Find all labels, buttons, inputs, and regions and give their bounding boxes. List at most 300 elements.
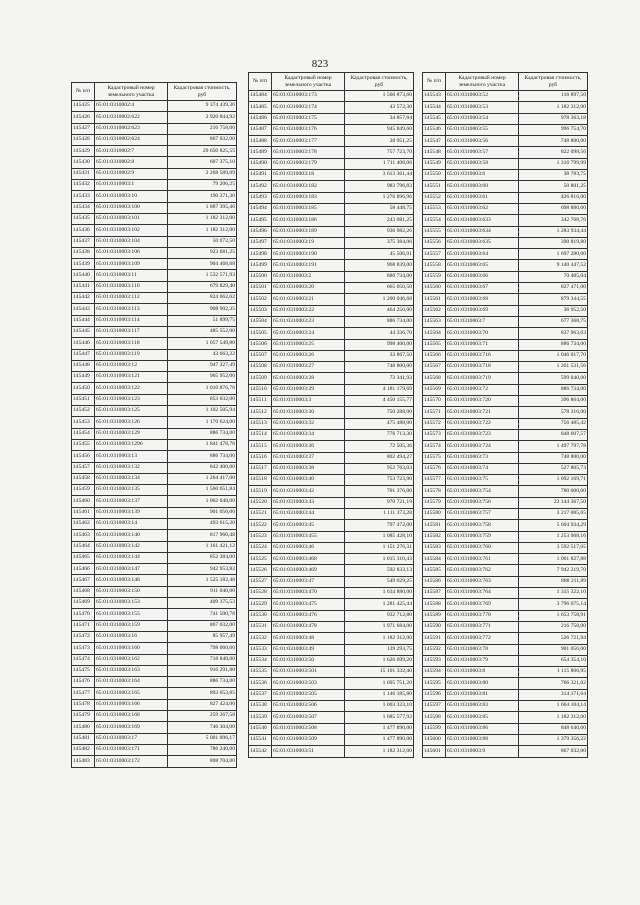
cadastral-value: 901 056,00 — [168, 507, 237, 518]
cadastral-number: 65:01:0310003:160 — [95, 643, 168, 654]
cadastral-value: 1 261 531,56 — [519, 362, 588, 373]
table-row — [423, 226, 588, 237]
cadastral-value: 886 734,00 — [345, 271, 414, 282]
cadastral-value: 766 321,02 — [519, 678, 588, 689]
cadastral-value: 718 848,00 — [168, 654, 237, 665]
row-number: 145502 — [249, 294, 272, 305]
row-number: 145460 — [72, 496, 95, 507]
cadastral-value: 998 400,00 — [345, 339, 414, 350]
row-number: 145566 — [423, 350, 446, 361]
row-number: 145573 — [423, 429, 446, 440]
cadastral-number: 65:01:0310003:164 — [95, 677, 168, 688]
cadastral-number: 65:01:0310003:757 — [446, 508, 519, 519]
cadastral-value: 73 341,93 — [345, 373, 414, 384]
row-number: 145484 — [249, 91, 272, 102]
row-number: 145557 — [423, 249, 446, 260]
cadastral-value: 908 902,35 — [168, 304, 237, 315]
cadastral-value: 776 713,30 — [345, 429, 414, 440]
table-row — [423, 249, 588, 260]
cadastral-number: 65:01:0310003:1 — [95, 180, 168, 191]
cadastral-number: 65:01:0310003:189 — [272, 226, 345, 237]
cadastral-number: 65:01:0310003:165 — [95, 688, 168, 699]
cadastral-number: 65:01:0310003:191 — [272, 260, 345, 271]
row-number: 145598 — [423, 712, 446, 723]
cadastral-number: 65:01:0310003:142 — [95, 541, 168, 552]
row-number: 145597 — [423, 701, 446, 712]
row-number: 145428 — [72, 134, 95, 145]
table-row — [423, 215, 588, 226]
table-row — [249, 113, 414, 124]
table-row — [249, 441, 414, 452]
cadastral-number: 65:01:0310003:43 — [272, 497, 345, 508]
row-number: 145439 — [72, 259, 95, 270]
cadastral-number: 65:01:0310003:505 — [272, 689, 345, 700]
row-number: 145516 — [249, 452, 272, 463]
cadastral-value: 1 146 185,80 — [345, 689, 414, 700]
table-row — [249, 486, 414, 497]
cadastral-number: 65:01:0310003:723 — [446, 429, 519, 440]
table-row — [423, 91, 588, 102]
row-number: 145435 — [72, 213, 95, 224]
row-number: 145582 — [423, 531, 446, 542]
table-row — [72, 462, 237, 473]
header-cadastral-number: Кадастровый номер земельного участка — [446, 73, 519, 91]
cadastral-value: 85 957,49 — [168, 631, 237, 642]
table-row — [423, 362, 588, 373]
cadastral-number: 65:01:0310003:150 — [95, 586, 168, 597]
table-row — [72, 473, 237, 484]
row-number: 145549 — [423, 158, 446, 169]
cadastral-value: 748 800,00 — [519, 452, 588, 463]
table-row — [423, 203, 588, 214]
cadastral-number: 65:01:0310003:19 — [272, 237, 345, 248]
row-number: 145514 — [249, 429, 272, 440]
cadastral-value: 3 592 517,65 — [519, 542, 588, 553]
cadastral-number: 65:01:0310003:48 — [272, 633, 345, 644]
cadastral-value: 970 721,19 — [345, 497, 414, 508]
table-row — [72, 304, 237, 315]
table-row — [423, 305, 588, 316]
row-number: 145523 — [249, 531, 272, 542]
row-number: 145437 — [72, 236, 95, 247]
cadastral-value: 1 477 890,00 — [345, 734, 414, 745]
cadastral-number: 65:01:0310003:506 — [272, 701, 345, 712]
row-number: 145426 — [72, 112, 95, 123]
cadastral-value: 1 010 876,76 — [168, 383, 237, 394]
table-row — [423, 429, 588, 440]
row-number: 145480 — [72, 722, 95, 733]
row-number: 145466 — [72, 564, 95, 575]
cadastral-value: 893 053,85 — [168, 688, 237, 699]
row-number: 145495 — [249, 215, 272, 226]
cadastral-value: 38 783,75 — [519, 170, 588, 181]
cadastral-value: 116 897,50 — [519, 91, 588, 102]
table-row — [72, 530, 237, 541]
table-row — [423, 339, 588, 350]
row-number: 145465 — [72, 552, 95, 563]
row-number: 145556 — [423, 237, 446, 248]
cadastral-value: 45 506,91 — [345, 249, 414, 260]
cadastral-value: 2 920 844,92 — [168, 112, 237, 123]
cadastral-number: 65:01:0310003:16 — [95, 631, 168, 642]
row-number: 145436 — [72, 225, 95, 236]
cadastral-number: 65:01:0310003:53 — [446, 102, 519, 113]
cadastral-value: 396 864,00 — [519, 396, 588, 407]
row-number: 145528 — [249, 588, 272, 599]
table-row — [72, 631, 237, 642]
cadastral-value: 1 634 880,00 — [345, 588, 414, 599]
table-row — [72, 665, 237, 676]
row-number: 145599 — [423, 723, 446, 734]
table-row — [423, 475, 588, 486]
table-row — [423, 102, 588, 113]
cadastral-number: 65:01:0310003:186 — [272, 215, 345, 226]
cadastral-number: 65:01:0310003:153 — [95, 598, 168, 609]
cadastral-number: 65:01:0310003:760 — [446, 542, 519, 553]
cadastral-value: 493 615,20 — [168, 518, 237, 529]
cadastral-value: 485 552,00 — [168, 326, 237, 337]
row-number: 145534 — [249, 655, 272, 666]
table-row — [249, 102, 414, 113]
cadastral-value: 1 283 934,44 — [519, 226, 588, 237]
cadastral-value: 923 681,25 — [168, 247, 237, 258]
cadastral-number: 65:01:0310003:166 — [95, 699, 168, 710]
table-row — [249, 452, 414, 463]
cadastral-number: 65:01:0310003:47 — [272, 576, 345, 587]
row-number: 145512 — [249, 407, 272, 418]
cadastral-value: 1 264 417,00 — [168, 473, 237, 484]
row-number: 145453 — [72, 417, 95, 428]
cadastral-value: 1 253 968,16 — [519, 531, 588, 542]
cadastral-number: 65:01:0310003:635 — [446, 237, 519, 248]
table-row — [249, 508, 414, 519]
cadastral-number: 65:01:0310003:633 — [446, 215, 519, 226]
cadastral-number: 65:01:0310003:52 — [446, 91, 519, 102]
table-row — [72, 552, 237, 563]
cadastral-value: 654 354,10 — [519, 655, 588, 666]
row-number: 145525 — [249, 554, 272, 565]
table-row — [423, 452, 588, 463]
row-number: 145441 — [72, 281, 95, 292]
row-number: 145536 — [249, 678, 272, 689]
cadastral-number: 65:01:0310003:42 — [272, 486, 345, 497]
table-row — [249, 215, 414, 226]
cadastral-number: 65:01:0310003:121 — [95, 372, 168, 383]
cadastral-number: 65:01:0310003:21 — [272, 294, 345, 305]
cadastral-number: 65:01:0310003:49 — [272, 644, 345, 655]
row-number: 145471 — [72, 620, 95, 631]
table-row — [72, 315, 237, 326]
cadastral-number: 65:01:0310003:81 — [446, 689, 519, 700]
cadastral-value: 464 256,00 — [345, 305, 414, 316]
cadastral-value: 780 000,00 — [519, 486, 588, 497]
row-number: 145501 — [249, 283, 272, 294]
header-cadastral-number: Кадастровый номер земельного участка — [95, 83, 168, 101]
row-number: 145443 — [72, 304, 95, 315]
cadastral-value: 1 664 104,14 — [519, 701, 588, 712]
cadastral-value: 996 754,70 — [519, 124, 588, 135]
table-row — [249, 192, 414, 203]
table-row — [423, 294, 588, 305]
cadastral-number: 65:01:0310003:724 — [446, 441, 519, 452]
cadastral-value: 886 734,00 — [519, 384, 588, 395]
cadastral-value: 70 405,04 — [519, 271, 588, 282]
cadastral-number: 65:01:0310003:73 — [446, 452, 519, 463]
cadastral-number: 65:01:0310003:60 — [446, 181, 519, 192]
row-number: 145479 — [72, 711, 95, 722]
cadastral-number: 65:01:0310003:148 — [95, 575, 168, 586]
cadastral-number: 65:01:0310003:177 — [272, 136, 345, 147]
cadastral-value: 842 400,00 — [168, 462, 237, 473]
table-row — [423, 678, 588, 689]
row-number: 145507 — [249, 350, 272, 361]
cadastral-number: 65:01:0310003:67 — [446, 283, 519, 294]
table-row — [72, 360, 237, 371]
cadastral-number: 65:01:0310003:126 — [95, 417, 168, 428]
cadastral-value: 34 857,84 — [345, 113, 414, 124]
row-number: 145547 — [423, 136, 446, 147]
cadastral-number: 65:01:0310003:113 — [95, 304, 168, 315]
row-number: 145544 — [423, 102, 446, 113]
table-row — [249, 170, 414, 181]
cadastral-value: 4 450 155,77 — [345, 396, 414, 407]
cadastral-number: 65:01:0310003:6 — [446, 170, 519, 181]
cadastral-number: 65:01:0310003:117 — [95, 326, 168, 337]
table-row — [249, 644, 414, 655]
row-number: 145489 — [249, 147, 272, 158]
cadastral-value: 965 952,00 — [168, 372, 237, 383]
table-row — [72, 146, 237, 157]
row-number: 145432 — [72, 180, 95, 191]
table-row — [249, 689, 414, 700]
cadastral-value: 1 102 505,94 — [168, 406, 237, 417]
row-number: 145529 — [249, 599, 272, 610]
cadastral-value: 50 801,25 — [519, 181, 588, 192]
cadastral-value: 1 061 827,88 — [519, 554, 588, 565]
table-row — [249, 746, 414, 757]
cadastral-value: 72 505,36 — [345, 441, 414, 452]
row-number: 145554 — [423, 215, 446, 226]
table-row — [249, 158, 414, 169]
table-row — [423, 463, 588, 474]
cadastral-value: 1 497 797,78 — [519, 441, 588, 452]
cadastral-number: 65:01:0310003:144 — [95, 552, 168, 563]
cadastral-number: 65:01:0310003:475 — [272, 599, 345, 610]
row-number: 145526 — [249, 565, 272, 576]
cadastral-number: 65:01:0310003:34 — [272, 429, 345, 440]
row-number: 145440 — [72, 270, 95, 281]
cadastral-value: 1 379 356,22 — [519, 734, 588, 745]
cadastral-number: 65:01:0310003:169 — [95, 722, 168, 733]
row-number: 145463 — [72, 530, 95, 541]
table-row — [249, 260, 414, 271]
cadastral-number: 65:01:0310003:57 — [446, 147, 519, 158]
row-number: 145551 — [423, 181, 446, 192]
cadastral-value: 1 200 046,68 — [345, 294, 414, 305]
cadastral-number: 65:01:0310003:501 — [272, 667, 345, 678]
cadastral-value: 853 632,00 — [168, 394, 237, 405]
table-row — [72, 168, 237, 179]
cadastral-number: 65:01:0310003:12 — [95, 360, 168, 371]
table-row — [72, 620, 237, 631]
registry-table-1 — [71, 82, 237, 768]
row-number: 145522 — [249, 520, 272, 531]
registry-table-2 — [248, 72, 414, 758]
table-row — [72, 293, 237, 304]
table-row — [423, 734, 588, 745]
table-row — [249, 350, 414, 361]
cadastral-value: 797 472,00 — [345, 520, 414, 531]
table-row — [72, 123, 237, 134]
cadastral-value: 1 532 571,93 — [168, 270, 237, 281]
row-number: 145447 — [72, 349, 95, 360]
cadastral-number: 65:01:0310003:634 — [446, 226, 519, 237]
table-row — [423, 271, 588, 282]
table-row — [423, 746, 588, 757]
table-row — [249, 91, 414, 102]
table-row — [423, 158, 588, 169]
table-row — [249, 531, 414, 542]
cadastral-number: 65:01:0310003:68 — [446, 294, 519, 305]
table-row — [249, 463, 414, 474]
cadastral-value: 1 697 280,00 — [519, 249, 588, 260]
cadastral-value: 1 111 373,28 — [345, 508, 414, 519]
cadastral-value: 1 182 312,00 — [345, 746, 414, 757]
header-cadastral-value: Кадастровая стоимость, руб — [345, 73, 414, 91]
cadastral-number: 65:01:0310003:58 — [446, 158, 519, 169]
row-number: 145538 — [249, 701, 272, 712]
table-row — [72, 383, 237, 394]
table-row — [249, 610, 414, 621]
row-number: 145535 — [249, 667, 272, 678]
cadastral-number: 65:01:0310003:106 — [95, 247, 168, 258]
cadastral-value: 29 650 825,55 — [168, 146, 237, 157]
row-number: 145461 — [72, 507, 95, 518]
cadastral-number: 65:01:0310003:51 — [272, 746, 345, 757]
table-row — [72, 575, 237, 586]
row-number: 145577 — [423, 475, 446, 486]
row-number: 145571 — [423, 407, 446, 418]
cadastral-number: 65:01:0310003:123 — [95, 394, 168, 405]
cadastral-number: 65:01:0310003:20 — [272, 283, 345, 294]
row-number: 145531 — [249, 621, 272, 632]
table-row — [249, 542, 414, 553]
table-row — [249, 554, 414, 565]
cadastral-value: 1 626 699,20 — [345, 655, 414, 666]
header-cadastral-value: Кадастровая стоимость, руб — [168, 83, 237, 101]
table-row — [72, 225, 237, 236]
cadastral-number: 65:01:0310003:23 — [272, 316, 345, 327]
row-number: 145591 — [423, 633, 446, 644]
row-number: 145483 — [72, 756, 95, 767]
cadastral-value: 886 734,00 — [168, 451, 237, 462]
table-row — [423, 508, 588, 519]
cadastral-value: 947 327,49 — [168, 360, 237, 371]
table-row — [72, 372, 237, 383]
table-row — [72, 541, 237, 552]
row-number: 145452 — [72, 406, 95, 417]
cadastral-number: 65:01:0310003:66 — [446, 271, 519, 282]
row-number: 145576 — [423, 463, 446, 474]
row-number: 145476 — [72, 677, 95, 688]
row-number: 145485 — [249, 102, 272, 113]
cadastral-number: 65:01:0310003:114 — [95, 315, 168, 326]
cadastral-value: 798 060,60 — [168, 643, 237, 654]
cadastral-value: 4 181 179,69 — [345, 384, 414, 395]
row-number: 145429 — [72, 146, 95, 157]
cadastral-number: 65:01:0310003:32 — [272, 418, 345, 429]
table-row — [72, 518, 237, 529]
cadastral-number: 65:01:0310003:70 — [446, 328, 519, 339]
cadastral-value: 968 839,00 — [345, 260, 414, 271]
table-row — [423, 723, 588, 734]
row-number: 145586 — [423, 576, 446, 587]
cadastral-value: 1 057 549,80 — [168, 338, 237, 349]
cadastral-value: 190 371,30 — [168, 191, 237, 202]
cadastral-value: 945 849,60 — [345, 124, 414, 135]
table-row — [249, 475, 414, 486]
cadastral-value: 867 032,00 — [168, 134, 237, 145]
row-number: 145521 — [249, 508, 272, 519]
table-row — [72, 157, 237, 168]
header-number: № п/п — [72, 83, 95, 101]
table-row — [249, 712, 414, 723]
cadastral-value: 216 758,00 — [168, 123, 237, 134]
row-number: 145601 — [423, 746, 446, 757]
table-row — [72, 349, 237, 360]
cadastral-number: 65:01:0310003:13 — [95, 451, 168, 462]
cadastral-value: 1 151 276,31 — [345, 542, 414, 553]
cadastral-value: 1 046 017,70 — [519, 350, 588, 361]
cadastral-value: 259 267,58 — [168, 711, 237, 722]
cadastral-value: 1 525 182,48 — [168, 575, 237, 586]
cadastral-number: 65:01:0310003:762 — [446, 565, 519, 576]
row-number: 145510 — [249, 384, 272, 395]
cadastral-value: 1 281 425,44 — [345, 599, 414, 610]
table-row — [72, 112, 237, 123]
cadastral-value: 50 072,50 — [168, 236, 237, 247]
table-row — [423, 486, 588, 497]
row-number: 145468 — [72, 586, 95, 597]
row-number: 145524 — [249, 542, 272, 553]
table-row — [72, 213, 237, 224]
cadastral-number: 65:01:0310003:102 — [95, 225, 168, 236]
cadastral-number: 65:01:0310003:720 — [446, 396, 519, 407]
table-row — [423, 441, 588, 452]
table-row — [249, 429, 414, 440]
cadastral-number: 65:01:0310003:171 — [95, 744, 168, 755]
cadastral-number: 65:01:0310003:163 — [95, 665, 168, 676]
cadastral-number: 65:01:0310003:69 — [446, 305, 519, 316]
row-number: 145446 — [72, 338, 95, 349]
row-number: 145448 — [72, 360, 95, 371]
table-row — [423, 588, 588, 599]
cadastral-value: 750 288,00 — [345, 407, 414, 418]
table-row — [72, 507, 237, 518]
row-number: 145508 — [249, 362, 272, 373]
cadastral-number: 65:01:0310003:759 — [446, 531, 519, 542]
table-row — [249, 418, 414, 429]
cadastral-value: 1 170 624,00 — [168, 417, 237, 428]
cadastral-number: 65:01:0310003:25 — [272, 339, 345, 350]
table-row — [423, 644, 588, 655]
row-number: 145496 — [249, 226, 272, 237]
row-number: 145546 — [423, 124, 446, 135]
table-row — [249, 124, 414, 135]
cadastral-value: 748 800,00 — [519, 136, 588, 147]
cadastral-number: 65:01:0310003:37 — [272, 452, 345, 463]
cadastral-number: 65:01:0310003:772 — [446, 633, 519, 644]
